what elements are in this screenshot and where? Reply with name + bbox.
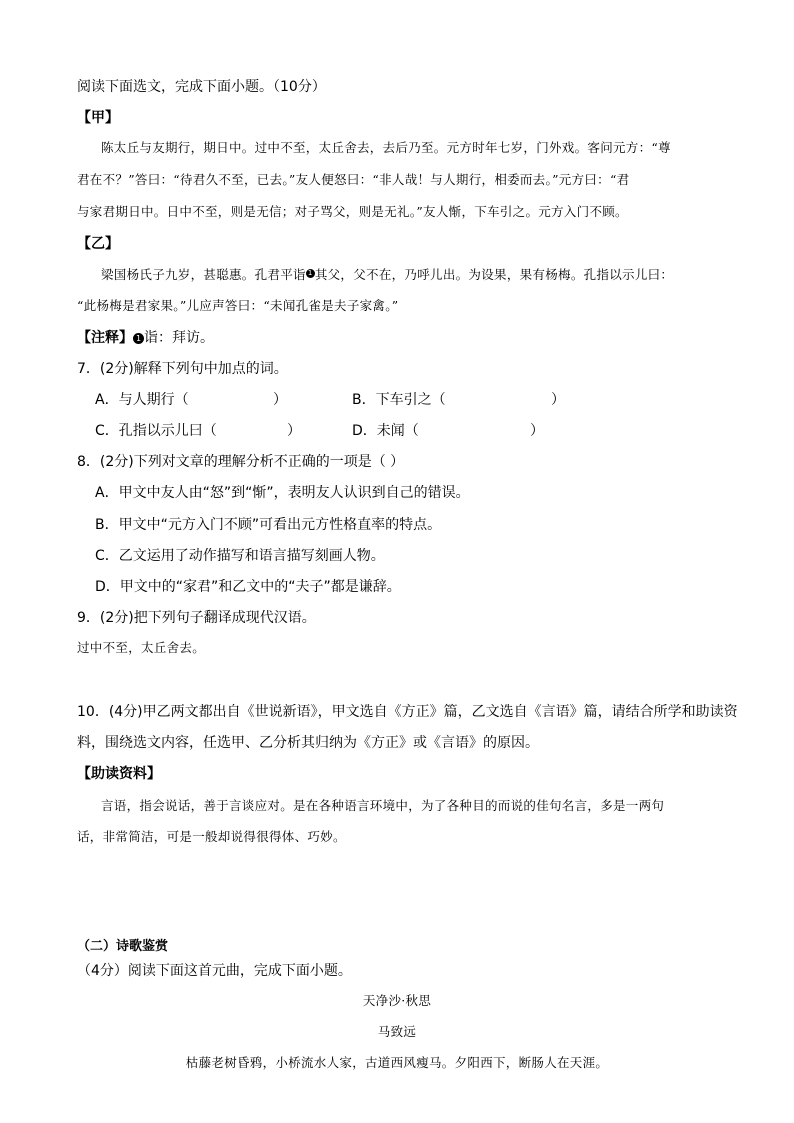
annotation-text: 诣：拜访。	[144, 330, 214, 346]
poem-text: 枯藤老树昏鸦，小桥流水人家，古道西风瘦马。夕阳西下，断肠人在天涯。	[185, 1055, 609, 1070]
reading-material-line-1: 言语，指会说话，善于言谈应对。是在各种语言环境中，为了各种目的而说的佳句名言，多是一两句	[101, 798, 665, 813]
poem-author: 马致远	[377, 1024, 417, 1039]
passage-jia-header: 【甲】	[77, 110, 119, 126]
passage-jia-line-3: 与家君期日中。日中不至，则是无信；对子骂父，则是无礼。”友人惭，下车引之。元方入门不顾。	[77, 204, 628, 219]
q7-option-b: B．下车引之（	[352, 392, 446, 408]
q8-option-c: C．乙文运用了动作描写和语言描写刻画人物。	[95, 548, 385, 564]
q7-option-d-close: ）	[530, 423, 544, 439]
q8-option-b: B．甲文中“元方入门不顾”可看出元方性格直率的特点。	[95, 517, 442, 533]
q9-sentence: 过中不至，太丘舍去。	[77, 640, 206, 655]
question-10-line-2: 料，围绕选文内容，任选甲、乙分析其归纳为《方正》或《言语》的原因。	[77, 735, 539, 751]
q7-option-a-close: ）	[273, 392, 287, 408]
question-8-stem: 8．(2分)下列对文章的理解分析不正确的一项是（ ）	[77, 454, 405, 470]
reading-material-label: 【助读资料】	[77, 766, 161, 782]
q7-option-a: A．与人期行（	[95, 392, 189, 408]
poem-title: 天净沙·秋思	[362, 993, 432, 1008]
reading-material-line-2: 话，非常简洁，可是一般却说得很得体、巧妙。	[77, 829, 346, 844]
q8-option-d: D．甲文中的“家君”和乙文中的“夫子”都是谦辞。	[95, 579, 401, 595]
passage-yi-line-2: “此杨梅是君家果。”儿应声答曰：“未闻孔雀是夫子家禽。”	[77, 298, 399, 313]
question-7-stem: 7．(2分)解释下列句中加点的词。	[77, 361, 288, 377]
q7-option-c: C．孔指以示儿曰（	[95, 423, 217, 439]
annotation-marker: 1	[133, 333, 144, 344]
annotation	[77, 327, 214, 347]
section-2-title: （二）诗歌鉴赏	[77, 939, 169, 954]
section-2-stem: （4分）阅读下面这首元曲，完成下面小题。	[77, 963, 352, 979]
passage-jia-line-2: 君在不？”答曰：“待君久不至，已去。”友人便怒曰：“非人哉！与人期行，相委而去。”元方曰：“君	[77, 172, 630, 187]
passage-yi-line-1	[101, 265, 673, 283]
passage-yi-header: 【乙】	[77, 236, 119, 252]
passage-jia-line-1: 陈太丘与友期行，期日中。过中不至，太丘舍去，去后乃至。元方时年七岁，门外戏。客问元方：“尊	[101, 140, 671, 155]
q7-option-c-close: ）	[287, 423, 301, 439]
reading-intro: 阅读下面选文，完成下面小题。（10分）	[77, 79, 326, 95]
q7-option-b-close: ）	[551, 392, 565, 408]
q7-option-d: D．未闻（	[352, 423, 419, 439]
question-10-line-1: 10．(4分)甲乙两文都出自《世说新语》，甲文选自《方正》篇，乙文选自《言语》篇，请结合所学和助读资	[77, 704, 738, 720]
q8-option-a: A．甲文中友人由“怒”到“惭”，表明友人认识到自己的错误。	[95, 485, 470, 501]
question-9-stem: 9．(2分)把下列句子翻译成现代汉语。	[77, 610, 316, 626]
footnote-marker: 1	[306, 269, 315, 278]
passage-yi-line-1-part-b: 其父，父不在，乃呼儿出。为设果，果有杨梅。孔指以示儿曰：	[314, 267, 674, 282]
passage-yi-line-1-part-a: 梁国杨氏子九岁，甚聪惠。孔君平诣	[101, 267, 306, 282]
annotation-label: 【注释】	[77, 330, 133, 346]
